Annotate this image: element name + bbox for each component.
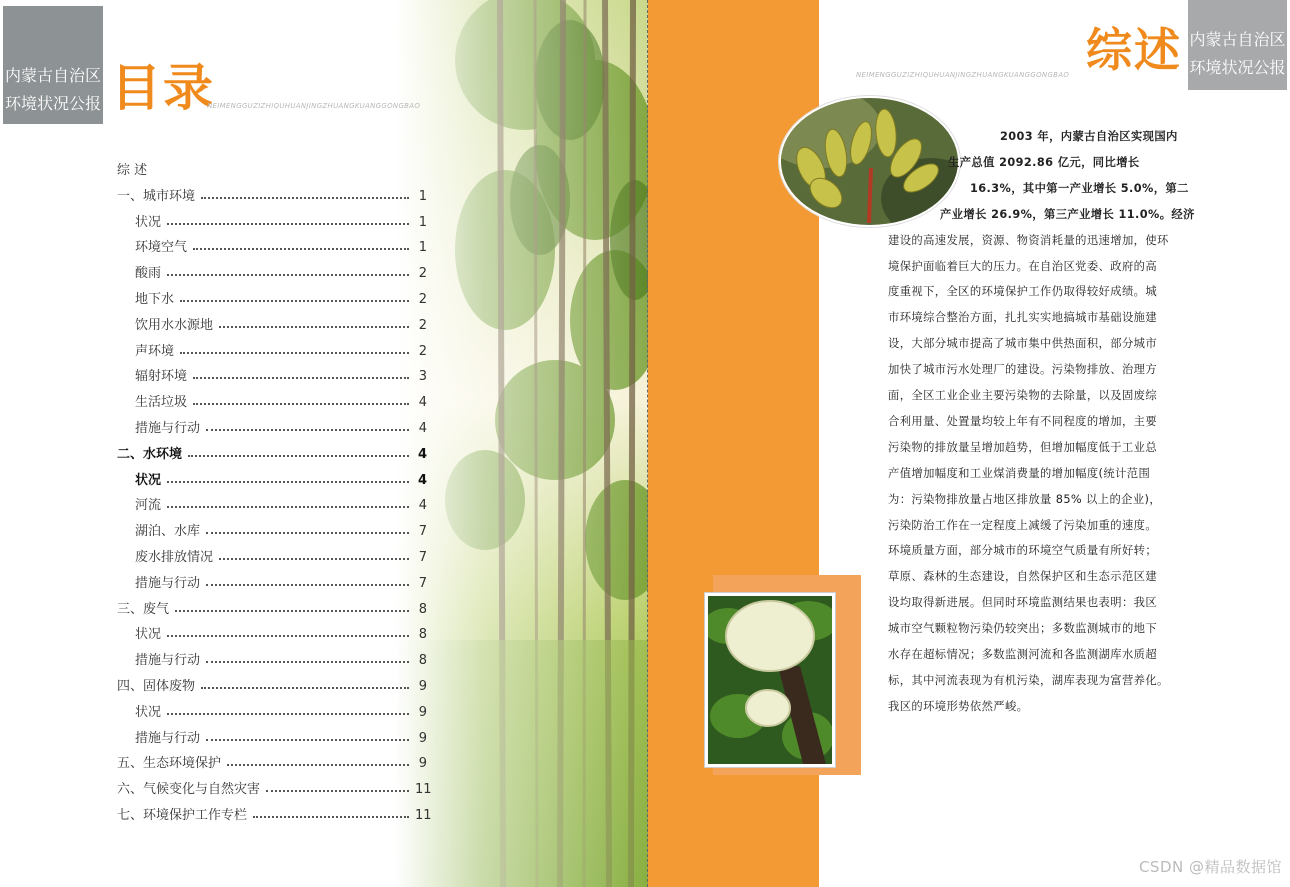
toc-entry-label: 措施与行动 bbox=[135, 730, 201, 746]
badge-line-2: 环境状况公报 bbox=[1189, 58, 1286, 77]
body-text-line: 为：污染物排放量占地区排放量 85% 以上的企业)， bbox=[888, 492, 1162, 506]
toc-entry-page: 4 bbox=[417, 446, 427, 462]
toc-entry-label: 四、固体废物 bbox=[117, 679, 196, 694]
body-text-line: 合利用量、处置量均较上年有不同程度的增加，主要 bbox=[888, 414, 1158, 428]
toc-leader-dots bbox=[219, 558, 409, 560]
toc-entry-label: 声环境 bbox=[135, 343, 175, 359]
toc-entry-label: 饮用水水源地 bbox=[135, 317, 214, 333]
toc-entry-page: 9 bbox=[418, 704, 427, 720]
toc-entry[interactable] bbox=[117, 261, 427, 281]
toc-entry[interactable] bbox=[117, 235, 427, 255]
body-text-line: 城市空气颗粒物污染仍较突出；多数监测城市的地下 bbox=[888, 622, 1158, 636]
body-text-line: 水存在超标情况；多数监测河流和各监测湖库水质超 bbox=[888, 648, 1158, 661]
toc-entry-page: 4 bbox=[418, 395, 427, 411]
toc-entry[interactable] bbox=[117, 210, 427, 230]
toc-leader-dots bbox=[167, 713, 409, 715]
body-text-line: 草原、森林的生态建设，自然保护区和生态示范区建 bbox=[888, 570, 1158, 584]
report-badge bbox=[1188, 0, 1287, 90]
pinyin-subtitle: NEIMENGGUZIZHIQUHUANJINGZHUANGKUANGGONGBAO bbox=[207, 102, 421, 110]
toc-entry[interactable] bbox=[117, 622, 427, 642]
toc-leader-dots bbox=[180, 300, 409, 302]
toc-leader-dots bbox=[206, 584, 409, 586]
toc-entry-label: 环境空气 bbox=[135, 240, 188, 256]
toc-entry[interactable] bbox=[117, 674, 427, 694]
toc-entry-label: 状况 bbox=[135, 472, 162, 488]
toc-entry-label: 六、气候变化与自然灾害 bbox=[117, 782, 261, 798]
toc-entry[interactable] bbox=[117, 313, 427, 333]
toc-entry[interactable] bbox=[117, 416, 427, 436]
badge-line-1: 内蒙古自治区 bbox=[1189, 30, 1286, 49]
toc-entry-page: 4 bbox=[418, 421, 427, 436]
toc-entry[interactable] bbox=[117, 571, 427, 591]
body-text-line: 标，其中河流表现为有机污染，湖库表现为富营养化。 bbox=[888, 673, 1169, 687]
toc-leader-dots bbox=[206, 661, 409, 663]
overview-page bbox=[648, 0, 1290, 887]
toc-entry-page: 9 bbox=[418, 679, 427, 694]
toc-entry-label: 河流 bbox=[135, 498, 162, 514]
toc-leader-dots bbox=[175, 610, 409, 612]
report-badge bbox=[3, 6, 103, 124]
toc-entry-label: 废水排放情况 bbox=[135, 550, 214, 565]
toc-entry-page: 7 bbox=[418, 575, 427, 591]
toc-entry-label: 措施与行动 bbox=[135, 575, 201, 591]
toc-entry-page: 2 bbox=[418, 266, 427, 282]
toc-leader-dots bbox=[167, 506, 409, 508]
toc-entry[interactable] bbox=[117, 597, 427, 617]
toc-entry-page: 11 bbox=[415, 782, 432, 798]
section-title: 综述 bbox=[1086, 23, 1182, 77]
toc-leader-dots bbox=[193, 377, 409, 379]
toc-leader-dots bbox=[188, 455, 409, 457]
body-text-line: 污染物的排放量呈增加趋势，但增加幅度低于工业总 bbox=[888, 440, 1158, 454]
toc-leader-dots bbox=[253, 816, 409, 818]
pinyin-subtitle: NEIMENGGUZIZHIQUHUANJINGZHUANGKUANGGONGBAO bbox=[856, 71, 1070, 79]
toc-entry-label: 二、水环境 bbox=[117, 446, 183, 462]
toc-entry-page: 7 bbox=[418, 550, 427, 565]
toc-leader-dots bbox=[167, 481, 409, 483]
toc-leader-dots bbox=[167, 635, 409, 637]
toc-entry[interactable] bbox=[117, 493, 427, 513]
body-text-line: 生产总值 2092.86 亿元，同比增长 bbox=[948, 155, 1140, 169]
body-text-line: 加快了城市污水处理厂的建设。污染物排放、治理方 bbox=[888, 363, 1158, 377]
toc-entry-label: 七、环境保护工作专栏 bbox=[117, 808, 248, 823]
toc-entry-page: 4 bbox=[418, 498, 427, 514]
toc-entry[interactable] bbox=[117, 700, 427, 720]
toc-entry-label: 辐射环境 bbox=[135, 369, 188, 385]
body-text-line: 产值增加幅度和工业煤消费量的增加幅度(统计范围 bbox=[888, 466, 1151, 480]
toc-leader-dots bbox=[167, 274, 409, 276]
body-text-line: 市环境综合整治方面，扎扎实实地搞城市基础设施建 bbox=[888, 311, 1158, 325]
toc-entry[interactable] bbox=[117, 442, 427, 462]
toc-leader-dots bbox=[266, 790, 409, 792]
toc-entry-page: 7 bbox=[418, 524, 427, 540]
toc-entry-page: 8 bbox=[418, 601, 427, 617]
toc-entry-label: 三、废气 bbox=[117, 601, 170, 617]
toc-entry[interactable] bbox=[117, 184, 427, 204]
toc-entry-label: 措施与行动 bbox=[135, 421, 201, 436]
toc-entry[interactable] bbox=[117, 648, 427, 668]
toc-entry-page: 2 bbox=[418, 317, 427, 333]
toc-leader-dots bbox=[206, 532, 409, 534]
toc-leader-dots bbox=[206, 429, 409, 431]
body-text-line: 境保护面临着巨大的压力。在自治区党委、政府的高 bbox=[888, 259, 1158, 273]
badge-line-2: 环境状况公报 bbox=[4, 94, 101, 113]
body-text-line: 设均取得新进展。但同时环境监测结果也表明：我区 bbox=[888, 596, 1158, 610]
toc-entry-page: 2 bbox=[418, 343, 427, 359]
toc-entry-page: 2 bbox=[418, 292, 427, 307]
toc-entry[interactable] bbox=[117, 468, 427, 488]
toc-leader-dots bbox=[201, 197, 409, 199]
toc-entry-label: 一、城市环境 bbox=[117, 188, 196, 204]
body-text-line: 建设的高速发展，资源、物资消耗量的迅速增加，使环 bbox=[888, 233, 1169, 247]
toc-leader-dots bbox=[180, 352, 409, 354]
toc-leader-dots bbox=[219, 326, 409, 328]
body-text-line: 环境质量方面，部分城市的环境空气质量有所好转； bbox=[888, 544, 1158, 558]
body-text-line: 污染防治工作在一定程度上减缓了污染加重的速度。 bbox=[888, 518, 1158, 532]
toc-entry-label: 五、生态环境保护 bbox=[117, 756, 222, 772]
toc-entry-label: 酸雨 bbox=[135, 266, 162, 282]
toc-leader-dots bbox=[193, 248, 409, 250]
toc-leader-dots bbox=[206, 739, 409, 741]
body-text-line: 度重视下，全区的环境保护工作仍取得较好成绩。城 bbox=[888, 285, 1158, 299]
toc-entry-label: 湖泊、水库 bbox=[135, 524, 201, 540]
toc-entry-page: 1 bbox=[418, 214, 427, 230]
toc-entry[interactable] bbox=[117, 803, 432, 823]
body-text-line: 面，全区工业企业主要污染物的去除量，以及固废综 bbox=[888, 389, 1158, 402]
page-title: 目录 bbox=[111, 59, 215, 117]
toc-entry[interactable] bbox=[117, 726, 427, 746]
toc-entry-page: 4 bbox=[417, 472, 427, 488]
toc-entry-label: 状况 bbox=[135, 627, 162, 643]
toc-entry-page: 9 bbox=[418, 730, 427, 746]
body-text-line: 产业增长 26.9%，第三产业增长 11.0%。经济 bbox=[940, 207, 1195, 221]
toc-entry-page: 9 bbox=[418, 756, 427, 772]
toc-entry-label: 措施与行动 bbox=[135, 653, 201, 669]
body-text-line: 2003 年，内蒙古自治区实现国内 bbox=[1000, 130, 1178, 143]
badge-line-1: 内蒙古自治区 bbox=[4, 66, 101, 85]
toc-entry[interactable] bbox=[117, 519, 427, 539]
toc-entry-page: 1 bbox=[418, 188, 427, 204]
toc-entry-label: 综 述 bbox=[117, 163, 148, 178]
toc-leader-dots bbox=[167, 223, 409, 225]
toc-entry[interactable] bbox=[117, 158, 427, 178]
toc-entry[interactable] bbox=[117, 339, 427, 359]
toc-entry-label: 状况 bbox=[135, 214, 162, 230]
toc-entry[interactable] bbox=[117, 390, 427, 410]
body-text-line: 设，大部分城市提高了城市集中供热面积，部分城市 bbox=[888, 337, 1158, 351]
toc-entry-page: 3 bbox=[418, 369, 427, 385]
toc-leader-dots bbox=[201, 687, 409, 689]
toc-entry[interactable] bbox=[117, 287, 427, 307]
toc-entry[interactable] bbox=[117, 751, 427, 771]
mushroom-photo bbox=[705, 593, 835, 767]
toc-entry-label: 生活垃圾 bbox=[135, 395, 188, 411]
toc-entry-page: 11 bbox=[415, 808, 432, 823]
toc-entry-page: 8 bbox=[418, 627, 427, 643]
toc-leader-dots bbox=[193, 403, 409, 405]
toc-entry-page: 8 bbox=[418, 653, 427, 669]
toc-entry-label: 状况 bbox=[135, 704, 162, 720]
tree-photo-illustration bbox=[395, 0, 648, 887]
body-text-line: 我区的环境形势依然严峻。 bbox=[888, 699, 1029, 713]
toc-entry[interactable] bbox=[117, 364, 427, 384]
page-fold-line bbox=[647, 0, 648, 887]
toc-entry-label: 地下水 bbox=[135, 292, 175, 307]
toc-entry-page: 1 bbox=[418, 240, 427, 256]
toc-leader-dots bbox=[227, 764, 409, 766]
body-text-line: 16.3%，其中第一产业增长 5.0%，第二 bbox=[970, 181, 1189, 195]
toc-entry[interactable] bbox=[117, 545, 427, 565]
plant-photo bbox=[779, 96, 960, 227]
toc-entry[interactable] bbox=[117, 777, 432, 798]
watermark: CSDN @精品数据馆 bbox=[1138, 858, 1282, 876]
